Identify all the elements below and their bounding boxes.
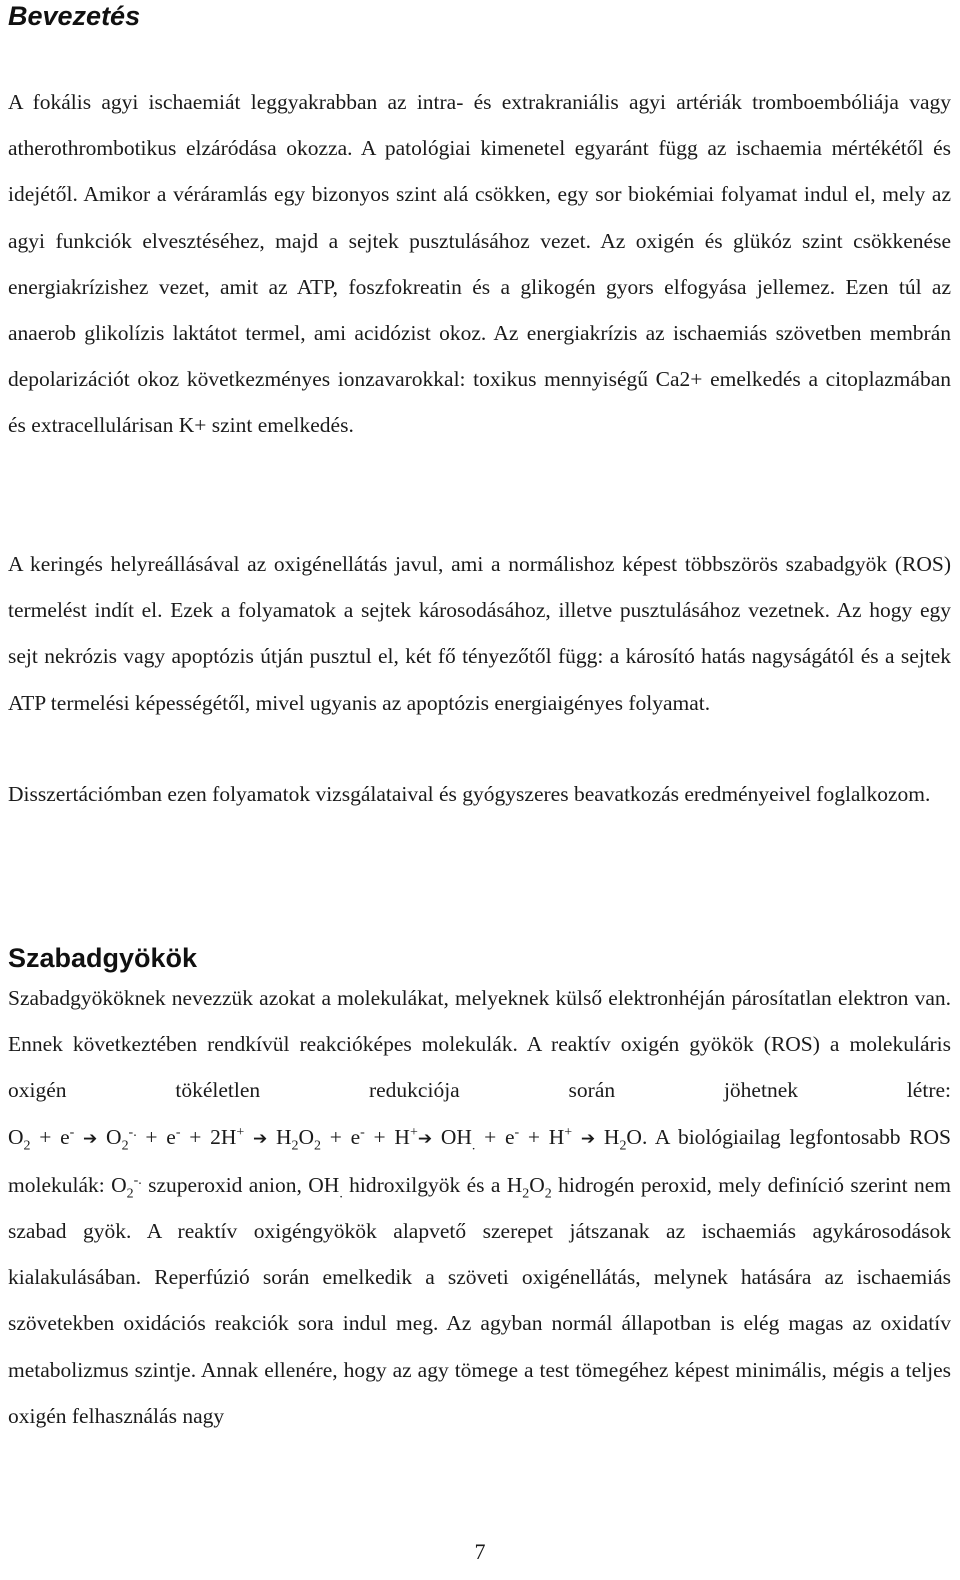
free-radicals-text-2: A biológiailag legfontosabb ROS molekulák: O [8, 1124, 952, 1197]
arrow-icon: ➔ [83, 1128, 98, 1149]
free-radicals-text-5: hidrogén peroxid, mely definíció szerint nem szabad gyök. A reaktív oxigéngyökök alapvető szerepet játszanak az ischaemiás agykárosodások kialakulásában. Reperfúzió során emelkedik a szöveti oxigénellátás, melynek hatására az ischaemiás szövetekben oxidációs reakciók sora indul meg. Az agyban normál állapotban is elég magas az oxidatív metabolizmus szintje. Annak ellenére, hogy az agy tömege a test tömegéhez képest minimális, mégis a teljes oxigén felhasználás nagy [8, 1172, 952, 1428]
free-radicals-text-3: szuperoxid anion, OH [141, 1172, 340, 1197]
intro-heading: Bevezetés [8, 1, 141, 31]
hydrogen-peroxide-symbol: H [275, 1124, 292, 1149]
arrow-icon: ➔ [253, 1128, 268, 1149]
free-radicals-text-4: hidroxilgyök és a H [342, 1172, 523, 1197]
intro-paragraph-1: A fokális agyi ischaemiát leggyakrabban az intra- és extrakraniális agyi artériák tromboembóliája vagy atherothrombotikus elzáródása okozza. A patológiai kimenetel egyaránt függ az ischaemia mértékétől és idejétől. Amikor a véráramlás egy bizonyos szint alá csökken, egy sor biokémiai folyamat indul el, mely az agyi funkciók elvesztéséhez, majd a sejtek pusztulásához vezet. Az oxigén és glükóz szint csökkenése energiakrízishez vezet, amit az ATP, foszfokreatin és a glikogén gyors elfogyása jellemez. Ezen túl az anaerob glikolízis laktátot termel, ami acidózist okoz. Az energiakrízis az ischaemiás szövetben membrán depolarizációt okoz következményes ionzavarokkal: toxikus mennyiségű Ca2+ emelkedés a citoplazmában és extracellulárisan K+ szint emelkedés. [8, 90, 951, 438]
oxygen-symbol: O [8, 1124, 24, 1149]
page-number: 7 [474, 1539, 486, 1564]
intro-paragraph-2: A keringés helyreállásával az oxigénellátás javul, ami a normálishoz képest többszörös szabadgyök (ROS) termelést indít el. Ezek a folyamatok a sejtek károsodásához, illetve pusztulásához vezetnek. Az hogy egy sejt nekrózis vagy apoptózis útján pusztul el, két fő tényezőtől függ: a károsító hatás nagyságától és a sejtek ATP termelési képességétől, mivel ugyanis az apoptózis energiaigényes folyamat. [8, 552, 951, 715]
free-radicals-text-1: Szabadgyököknek nevezzük azokat a molekulákat, melyeknek külső elektronhéján párosítatlan elektron van. Ennek következtében rendkívül reakcióképes molekulák. A reaktív oxigén gyökök (ROS) a molekuláris oxigén tökéletlen redukciója során jöhetnek létre: [8, 986, 951, 1103]
hydroxyl-symbol: OH [440, 1124, 472, 1149]
intro-paragraph-3: Disszertációmban ezen folyamatok vizsgálataival és gyógyszeres beavatkozás eredményeivel foglalkozom. [8, 782, 931, 806]
arrow-icon: ➔ [580, 1128, 596, 1149]
ros-reaction-equation: $O_2 + e^-$ ➔ $O_2^{-.} + e^- + 2H^+$ ➔ $H_2O_2 + e^-$ + H+➔ $OH_. + e^- + H^+$ ➔ $H_2O$. [8, 1124, 648, 1153]
superoxide-symbol: O [106, 1124, 122, 1149]
water-symbol: H [603, 1124, 620, 1149]
arrow-icon: ➔ [417, 1128, 433, 1149]
free-radicals-heading: Szabadgyökök [8, 943, 198, 973]
free-radicals-paragraph: Szabadgyököknek nevezzük azokat a molekulákat, melyeknek külső elektronhéján párosítatlan elektron van. Ennek következtében rendkívül reakcióképes molekulák. A reaktív oxigén gyökök (ROS) a molekuláris oxigén tökéletlen redukciója során jöhetnek létre: $O_2 + e^-$ ➔ $O_2^{-.} + e^- + 2H^+$ ➔ $H_2O_2 + e^-$ + H+➔ $OH_. + e^- + H^+$ ➔ $H_2O$. A biológiailag legfontosabb ROS molekulák: $O_2^{-.}$ szuperoxid anion, $OH_.$ hidroxilgyök és a $H_2O_2$ hidrogén peroxid, mely definíció szerint nem szabad gyök. A reaktív oxigéngyökök alapvető szerepet játszanak az ischaemiás agykárosodások kialakulásában. Reperfúzió során emelkedik a szöveti oxigénellátás, melynek hatására az ischaemiás szövetekben oxidációs reakciók sora indul meg. Az agyban normál állapotban is elég magas az oxidatív metabolizmus szintje. Annak ellenére, hogy az agy tömege a test tömegéhez képest minimális, mégis a teljes oxigén felhasználás nagy [8, 986, 952, 1428]
